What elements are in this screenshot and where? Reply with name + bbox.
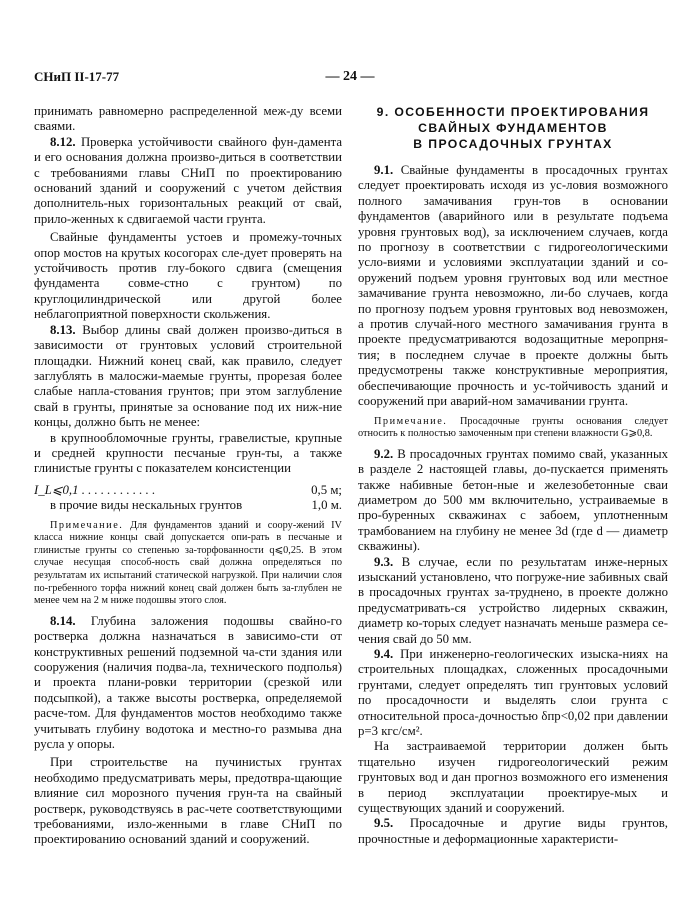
paragraph-frost-heave: При строительстве на пучинистых грунтах необходимо предусматривать меры, предотвра-щающие влияние сил морозного пучения грун-та на свайный ростверк, руководствуясь в рас-чете соответствующими требованиями, изло-женными в главе СНиП по проектированию оснований зданий и сооружений. xyxy=(34,755,342,847)
note-label: Примечание. xyxy=(50,519,124,531)
clause-number: 8.13. xyxy=(50,322,76,337)
note-text: Просадочные грунты основания следует относить к полностью замоченным при степени влажности G⩾0,8. xyxy=(358,415,668,440)
clause-text: Проверка устойчивости свайного фун-дамента и его основания должна произво-диться в соответствии с требованиями главы СНиП по проектированию оснований зданий и сооружений с учетом действия дополнитель-ных горизонтальных реакций от свай, прило-женных к сдвигаемой части грунта. xyxy=(34,134,342,226)
clause-text: При инженерно-геологических изыска-ниях на строительных площадках, сложенных просадочными грунтами, следует определять тип грунтовых условий по просадочности и выделять слои грунта с относительной проса-дочностью δпр<0,02 при давлении p=3 кгс/см². xyxy=(358,646,668,738)
formula-condition: в прочие виды нескальных грунтов xyxy=(50,498,243,513)
formula-condition: I_L⩽0,1 . . . . . . . . . . . . xyxy=(34,482,156,497)
note-8-13 xyxy=(34,520,342,608)
paragraph-8-13 xyxy=(34,323,342,431)
section-title xyxy=(358,104,668,152)
note-9-1 xyxy=(358,416,668,441)
clause-text: Глубина заложения подошвы свайно-го ростверка должна назначаться в зависимо-сти от конструктивных решений подземной ча-сти здания или сооружения (наличия подва-ла, технического подполья) и проекта плани-ровки территории (срезкой или подсыпкой), а также высоты ростверка, определяемой расче-том. Для фундаментов мостов необходимо также учитывать глубину водотока и местно-го размыва дна русла у опоры. xyxy=(34,613,342,751)
clause-text: В просадочных грунтах помимо свай, указанных в разделе 2 настоящей главы, до-пускается применять также набивные бетон-ные и железобетонные сваи диаметром до 500 мм включительно, устраиваемые в про-буренных скважинах с забоем, уплотненным трамбованием на глубину не менее 3d (где d — диаметр скважины). xyxy=(358,446,668,554)
clause-number: 9.2. xyxy=(374,446,394,461)
note-label: Примечание. xyxy=(374,415,448,427)
section-title-line: В ПРОСАДОЧНЫХ ГРУНТАХ xyxy=(413,137,613,151)
right-column xyxy=(358,104,668,847)
clause-number: 9.4. xyxy=(374,646,394,661)
clause-number: 8.12. xyxy=(50,134,76,149)
depth-formula-1 xyxy=(34,483,342,498)
paragraph-continuation: принимать равномерно распределенной меж-ду всеми сваями. xyxy=(34,104,342,134)
paragraph-8-14 xyxy=(34,614,342,753)
paragraph-9-2 xyxy=(358,447,668,555)
document-code: СНиП II-17-77 xyxy=(34,69,120,84)
paragraph-groundwater: На застраиваемой территории должен быть тщательно изучен гидрогеологический режим грунтовых вод и дан прогноз возможного его изменения в период эксплуатации проектируе-мых и существующих зданий и сооружений. xyxy=(358,739,668,816)
clause-text: Выбор длины свай должен произво-диться в зависимости от грунтовых условий строительной площадки. Нижний конец свай, как правило, следует заглублять в малосжи-маемые грунты, прорезая более слабые напла-стования грунтов; при этом заглубление свай в грунты, принятые за основание под их ниж-ние концы, должно быть не менее: xyxy=(34,322,342,430)
paragraph-slope-stability: Свайные фундаменты устоев и промежу-точных опор мостов на крутых косогорах сле-дует проверять на устойчивость против глу-бокого сдвига (смещения фундамента совме-стно с грунтом) по круглоцилиндрической или другой более неблагоприятной поверхности скольжения. xyxy=(34,230,342,322)
paragraph-9-5 xyxy=(358,816,668,847)
page-number: — 24 — xyxy=(325,69,375,84)
clause-text: Просадочные и другие виды грунтов, прочностные и деформационные характеристи- xyxy=(358,816,668,846)
clause-text: Свайные фундаменты в просадочных грунтах следует проектировать исходя из ус-ловия возможного полного замачивания грун-тов в основании фундаментов (аварийного или в результате подъема уровня грунтовых вод), за исключением случаев, когда по прогнозу в соответствии с гидрогеологическими усло-виями и условиями эксплуатации зданий и со-оружений подъем уровня грунтовых вод или местное замачивание грунта невозможно, ли-бо случаев, когда по прогнозу подъем уровня грунтовых вод невозможен, а против случай-ного местного замачивания грунта в проекте предусматриваются водозащитные меропрня-тия; в последнем случае в проекте должны быть предусмотрены также конструктивные мероприятия, обеспечивающие прочность и ус-тойчивость зданий и сооружений при аварий-ном замачивании грунта. xyxy=(358,163,668,409)
clause-number: 9.1. xyxy=(374,163,394,177)
left-column xyxy=(34,104,342,848)
clause-text: В случае, если по результатам инже-нерных изысканий установлено, что погруже-ние забивных свай в просадочных грунтах за-труднено, в проекте должно предусматривать-ся устройство лидерных скважин, диаметр ко-торых следует назначать меньше размера се-чения свай до 50 мм. xyxy=(358,554,668,646)
paragraph-9-3 xyxy=(358,555,668,647)
paragraph-coarse-soils: в крупнообломочные грунты, гравелистые, крупные и средней крупности песчаные грун-ты, а также глинистые грунты с показателем консистенции xyxy=(34,430,342,476)
depth-formula-2 xyxy=(34,498,342,513)
note-text: Для фундаментов зданий и соору-жений IV класса нижние концы свай допускается опи-рать в песчаные и глинистые грунты со степенью за-торфованности q⩽0,25. В этом случае несущая способ-ность свай должна определяться по результатам их испытаний статической нагрузкой. При наличии слоя по-гребенного торфа нижний конец свай должен быть за-глублен не менее чем на 2 м ниже подошвы этого слоя. xyxy=(34,519,342,607)
clause-number: 9.3. xyxy=(374,554,394,569)
paragraph-8-12 xyxy=(34,135,342,227)
paragraph-9-4 xyxy=(358,647,668,739)
formula-value: 1,0 м. xyxy=(311,498,342,513)
paragraph-9-1 xyxy=(358,163,668,410)
clause-number: 8.14. xyxy=(50,613,76,628)
formula-value: 0,5 м; xyxy=(311,482,342,497)
section-title-line: 9. ОСОБЕННОСТИ ПРОЕКТИРОВАНИЯ xyxy=(376,105,650,119)
clause-number: 9.5. xyxy=(374,816,394,831)
section-title-line: СВАЙНЫХ ФУНДАМЕНТОВ xyxy=(418,121,608,135)
